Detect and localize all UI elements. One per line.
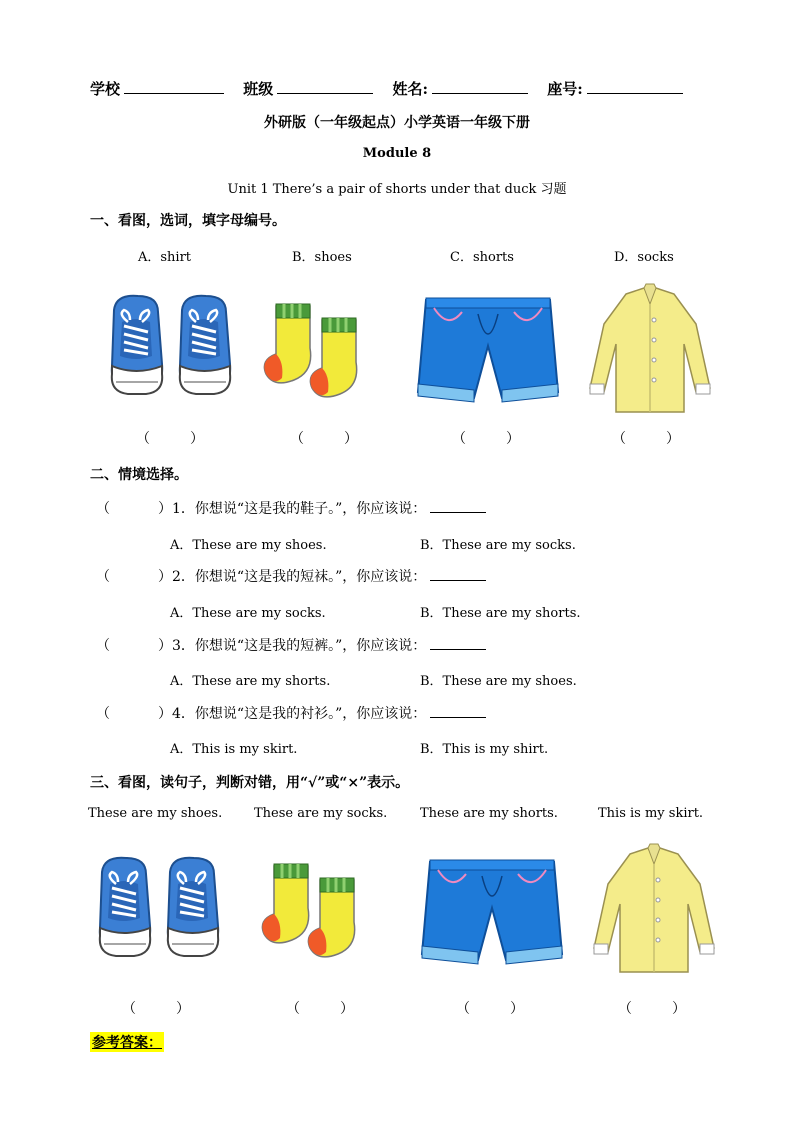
shirt-picture xyxy=(586,282,712,414)
section2-heading: 二、情境选择。 xyxy=(90,467,188,483)
student-info-header xyxy=(90,78,710,99)
school-field[interactable] xyxy=(124,79,224,94)
question-4: （ ）4．你想说“这是我的衬衫。”，你应该说： xyxy=(96,703,486,723)
q4-choice-b: B．This is my shirt. xyxy=(420,742,549,757)
q3-choice-a: A．These are my shorts. xyxy=(170,674,331,689)
question-1: （ ）1．你想说“这是我的鞋子。”，你应该说： xyxy=(96,498,486,518)
option-b: B．shoes xyxy=(292,250,352,265)
q1-choice-a: A．These are my shoes. xyxy=(170,538,327,553)
judge-paren-1[interactable]: （ ） xyxy=(122,1001,190,1017)
section1-heading: 一、看图，选词，填字母编号。 xyxy=(90,213,286,229)
shorts-picture-2 xyxy=(420,854,564,966)
q3-choice-b: B．These are my shoes. xyxy=(420,674,577,689)
title-module: Module 8 xyxy=(362,146,432,161)
seat-label: 座号: xyxy=(547,80,583,98)
class-label: 班级 xyxy=(243,80,274,98)
option-a: A．shirt xyxy=(138,250,192,265)
name-field[interactable] xyxy=(432,79,528,94)
section3-heading: 三、看图，读句子，判断对错，用“√”或“×”表示。 xyxy=(90,775,410,791)
sentence-2: These are my socks. xyxy=(254,806,388,821)
option-d: D．socks xyxy=(614,250,674,265)
answer-paren-4[interactable]: （ ） xyxy=(612,431,680,447)
question-3: （ ）3．你想说“这是我的短裤。”，你应该说： xyxy=(96,635,486,655)
school-label: 学校 xyxy=(90,80,121,98)
sentence-1: These are my shoes. xyxy=(88,806,223,821)
sentence-4: This is my skirt. xyxy=(598,806,704,821)
shoes-picture-2 xyxy=(92,852,222,967)
option-c: C．shorts xyxy=(450,250,514,265)
judge-paren-2[interactable]: （ ） xyxy=(286,1001,354,1017)
title-textbook: 外研版（一年级起点）小学英语一年级下册 xyxy=(264,115,530,131)
class-field[interactable] xyxy=(277,79,373,94)
q2-choice-b: B．These are my shorts. xyxy=(420,606,581,621)
answer-key-label: 参考答案： xyxy=(90,1032,164,1052)
shorts-picture xyxy=(416,292,560,404)
answer-paren-1[interactable]: （ ） xyxy=(136,431,204,447)
question-2: （ ）2．你想说“这是我的短袜。”，你应该说： xyxy=(96,566,486,586)
shirt-picture-2 xyxy=(590,842,716,976)
sentence-3: These are my shorts. xyxy=(420,806,558,821)
socks-picture xyxy=(258,298,388,398)
name-label: 姓名: xyxy=(392,80,429,98)
socks-picture-2 xyxy=(256,858,386,958)
q2-choice-a: A．These are my socks. xyxy=(170,606,326,621)
shoes-picture xyxy=(104,290,234,405)
judge-paren-3[interactable]: （ ） xyxy=(456,1001,524,1017)
q4-choice-a: A．This is my skirt. xyxy=(170,742,298,757)
seat-field[interactable] xyxy=(587,79,683,94)
judge-paren-4[interactable]: （ ） xyxy=(618,1001,686,1017)
q1-choice-b: B．These are my socks. xyxy=(420,538,576,553)
answer-paren-3[interactable]: （ ） xyxy=(452,431,520,447)
answer-paren-2[interactable]: （ ） xyxy=(290,431,358,447)
title-unit: Unit 1 There’s a pair of shorts under that duck 习题 xyxy=(227,182,567,197)
